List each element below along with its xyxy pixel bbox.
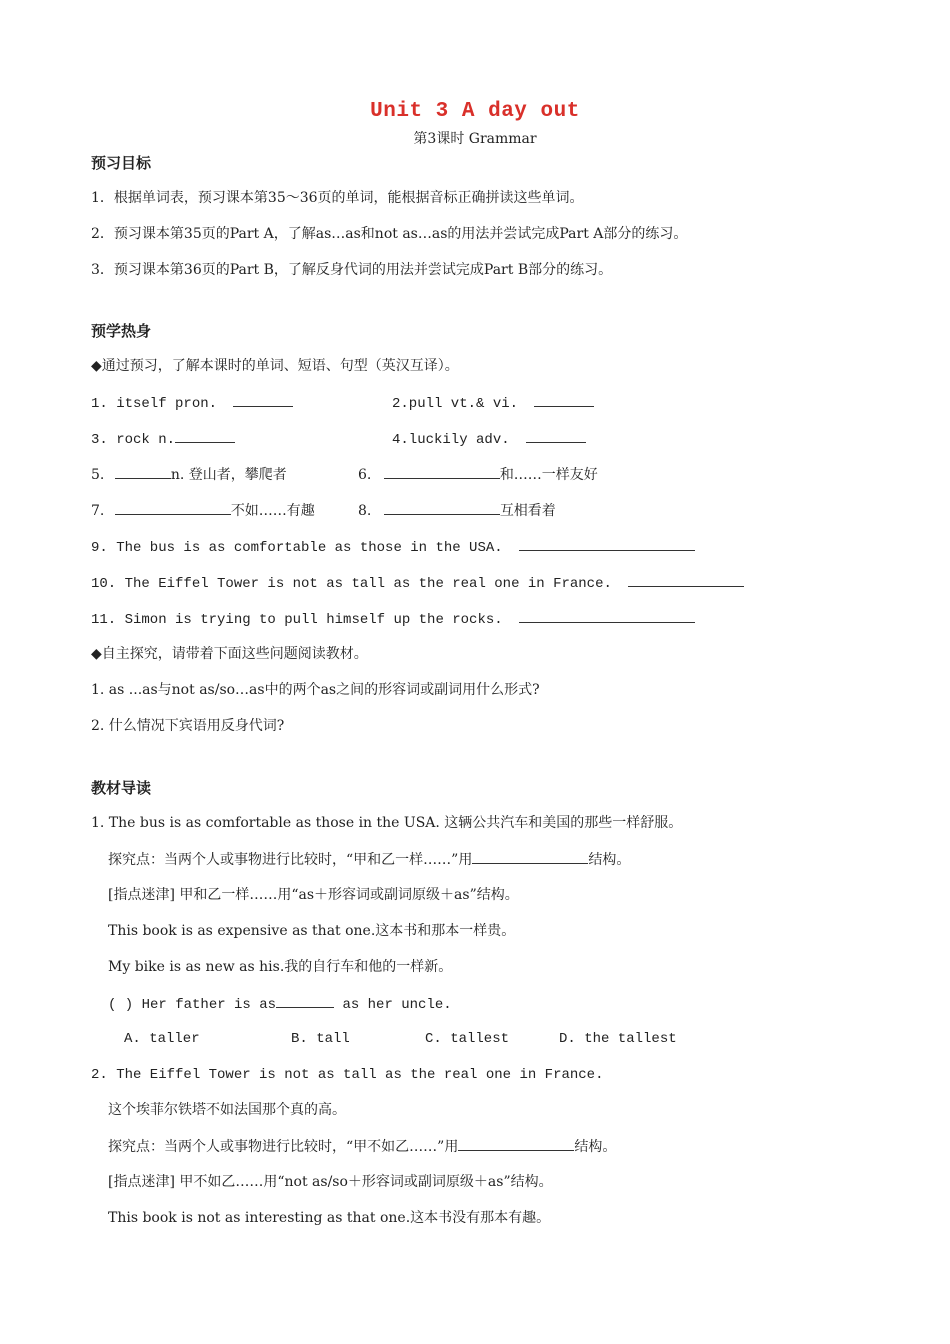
answer-blank[interactable]	[534, 392, 594, 407]
translate-item-11: 11. Simon is trying to pull himself up the rocks.	[91, 608, 695, 630]
warmup-intro: ◆通过预习，了解本课时的单词、短语、句型（英汉互译）。	[91, 358, 459, 374]
option-d[interactable]: D. the tallest	[559, 1031, 677, 1047]
choice-question: ( ) Her father is as as her uncle.	[108, 993, 452, 1015]
answer-blank[interactable]	[519, 536, 695, 551]
vocab-item-3: 3. rock n.	[91, 428, 235, 450]
goal-item: 2．预习课本第35页的Part A，了解as…as和not as…as的用法并尝试完成Part A部分的练习。	[91, 226, 688, 242]
answer-blank[interactable]	[384, 464, 500, 479]
goal-item: 1．根据单词表，预习课本第35～36页的单词，能根据音标正确拼读这些单词。	[91, 190, 584, 206]
goal-item: 3．预习课本第36页的Part B，了解反身代词的用法并尝试完成Part B部分的练习。	[91, 262, 613, 278]
section-heading-warmup: 预学热身	[91, 322, 152, 340]
self-explore-intro: ◆自主探究，请带着下面这些问题阅读教材。	[91, 646, 368, 662]
explore-question: 2. 什么情况下宾语用反身代词?	[91, 718, 285, 734]
tip: [指点迷津] 甲不如乙……用“not as/so＋形容词或副词原级＋as”结构。	[108, 1174, 553, 1190]
answer-blank[interactable]	[628, 572, 744, 587]
answer-blank[interactable]	[519, 608, 695, 623]
vocab-item-2: 2.pull vt.& vi.	[392, 392, 594, 414]
answer-blank[interactable]	[458, 1136, 574, 1151]
guide-point-1: 1. The bus is as comfortable as those in the USA. 这辆公共汽车和美国的那些一样舒服。	[91, 815, 683, 831]
example-sentence: This book is as expensive as that one.这本书和那本一样贵。	[108, 923, 516, 939]
answer-blank[interactable]	[115, 464, 171, 479]
vocab-item-6: 6. 和……一样友好	[358, 464, 598, 485]
example-sentence: My bike is as new as his.我的自行车和他的一样新。	[108, 959, 453, 975]
guide-point-2: 2. The Eiffel Tower is not as tall as the real one in France.	[91, 1067, 604, 1083]
option-c[interactable]: C. tallest	[425, 1031, 510, 1047]
vocab-item-8: 8. 互相看着	[358, 500, 556, 521]
explore-point: 探究点：当两个人或事物进行比较时，“甲和乙一样……”用 结构。	[108, 849, 630, 870]
tip: [指点迷津] 甲和乙一样……用“as＋形容词或副词原级＋as”结构。	[108, 887, 519, 903]
example-sentence: This book is not as interesting as that one.这本书没有那本有趣。	[108, 1210, 551, 1226]
explore-point: 探究点：当两个人或事物进行比较时，“甲不如乙……”用 结构。	[108, 1136, 616, 1157]
answer-blank[interactable]	[526, 428, 586, 443]
translation: 这个埃菲尔铁塔不如法国那个真的高。	[108, 1102, 346, 1118]
vocab-item-5: 5. n. 登山者，攀爬者	[91, 464, 287, 485]
section-heading-preview-goals: 预习目标	[91, 154, 152, 172]
translate-item-10: 10. The Eiffel Tower is not as tall as the real one in France.	[91, 572, 744, 594]
vocab-item-7: 7. 不如……有趣	[91, 500, 315, 521]
explore-question: 1. as ...as与not as/so…as中的两个as之间的形容词或副词用什么形式?	[91, 682, 540, 698]
translate-item-9: 9. The bus is as comfortable as those in the USA.	[91, 536, 695, 558]
vocab-item-1: 1. itself pron.	[91, 392, 293, 414]
answer-blank[interactable]	[384, 500, 500, 515]
section-heading-textbook-guide: 教材导读	[91, 779, 152, 797]
answer-blank[interactable]	[233, 392, 293, 407]
answer-blank[interactable]	[472, 849, 588, 864]
answer-blank[interactable]	[175, 428, 235, 443]
vocab-item-4: 4.luckily adv.	[392, 428, 586, 450]
answer-blank[interactable]	[276, 993, 334, 1008]
page-subtitle: 第3课时 Grammar	[413, 131, 537, 147]
option-a[interactable]: A. taller	[124, 1031, 200, 1047]
page-title: Unit 3 A day out	[370, 100, 580, 123]
option-b[interactable]: B. tall	[291, 1031, 350, 1047]
answer-blank[interactable]	[115, 500, 231, 515]
